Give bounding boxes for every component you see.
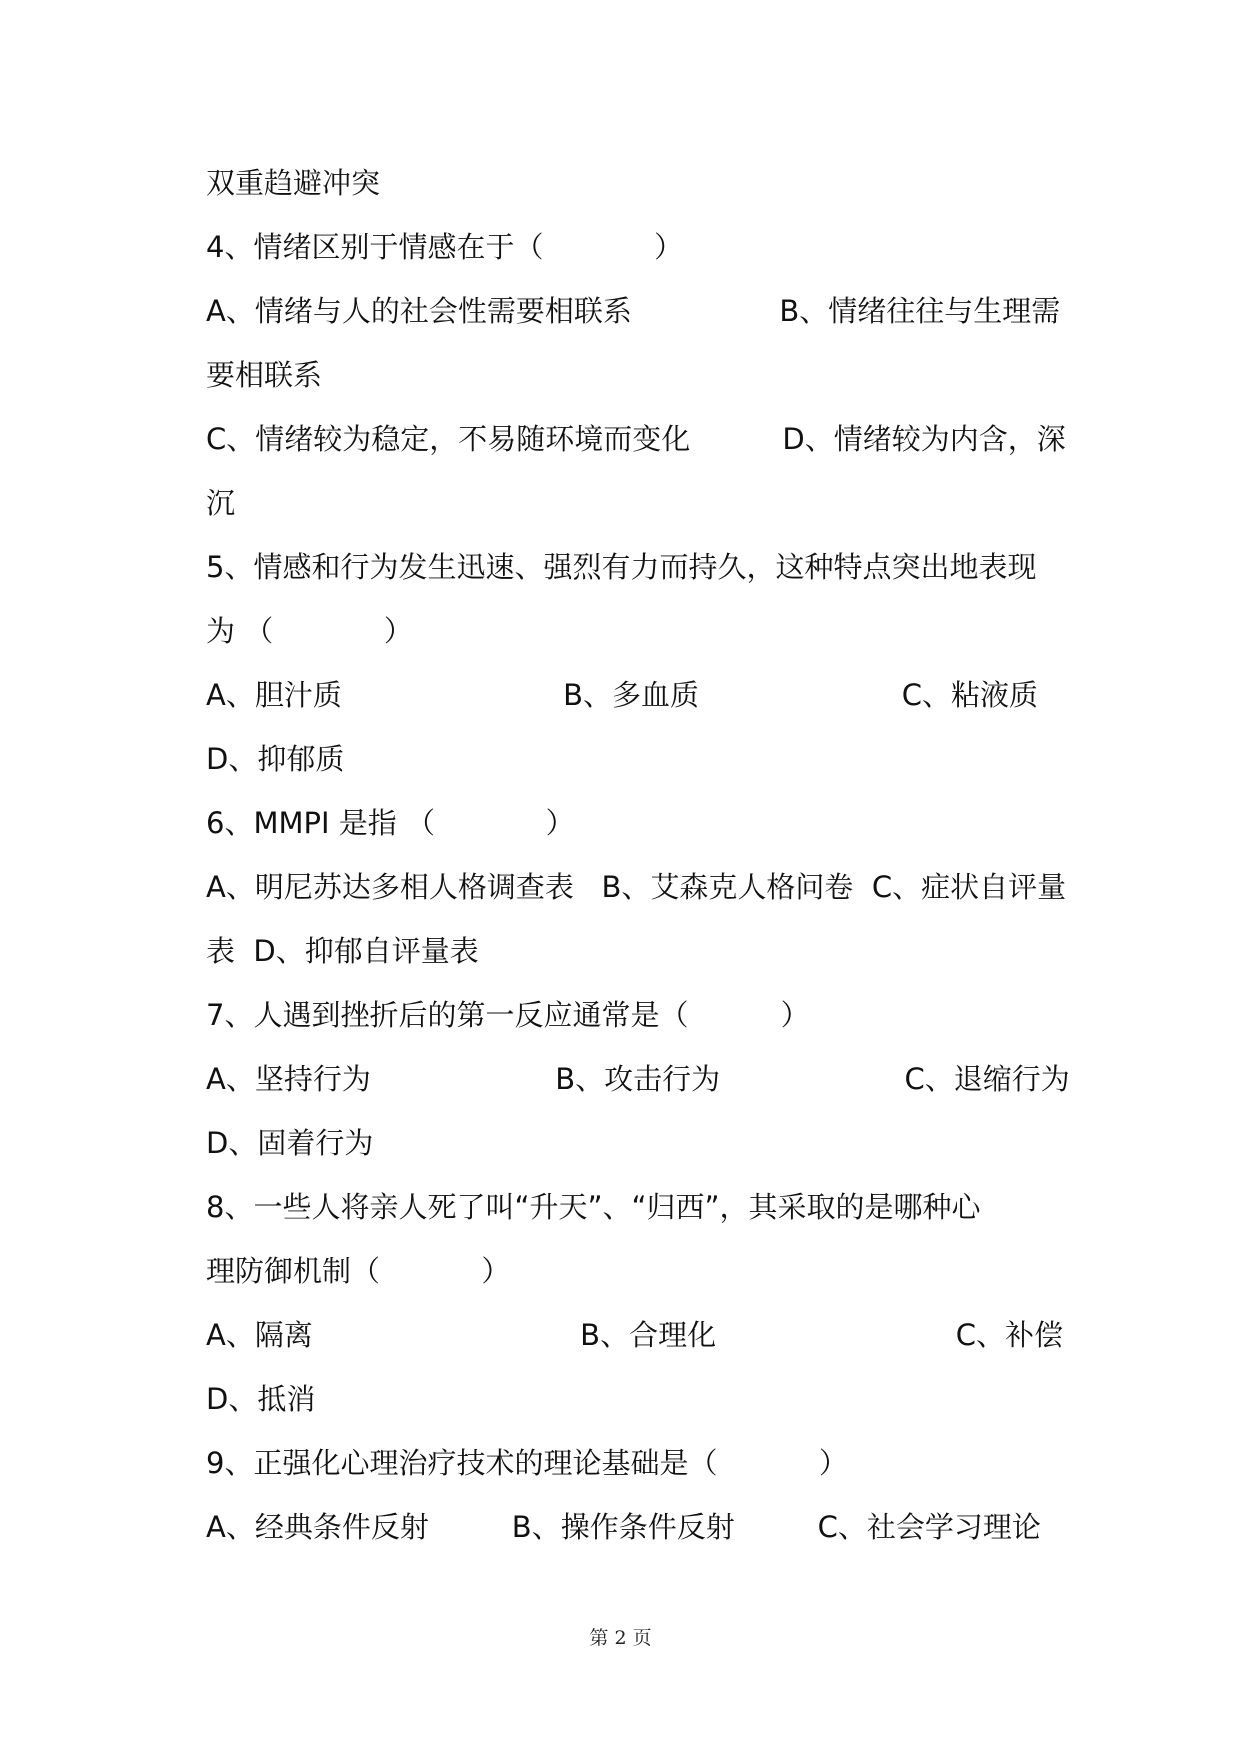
text-line: 为 （ ） bbox=[206, 614, 413, 648]
question-6-options: 表 D、抑郁自评量表 bbox=[206, 934, 479, 968]
question-7-options: A、坚持行为 B、攻击行为 C、退缩行为 bbox=[206, 1062, 1070, 1096]
text-line: 沉 bbox=[206, 486, 236, 520]
question-4-stem: 4、情绪区别于情感在于（ ） bbox=[206, 230, 684, 264]
question-8-options: A、隔离 B、合理化 C、补偿 bbox=[206, 1318, 1063, 1352]
text-line: 理防御机制（ ） bbox=[206, 1254, 511, 1288]
question-8-options: D、抵消 bbox=[206, 1382, 316, 1416]
question-7-stem: 7、人遇到挫折后的第一反应通常是（ ） bbox=[206, 998, 810, 1032]
question-4-options: C、情绪较为稳定，不易随环境而变化 D、情绪较为内含，深 bbox=[206, 422, 1066, 456]
question-5-options: D、抑郁质 bbox=[206, 742, 345, 776]
question-9-stem: 9、正强化心理治疗技术的理论基础是（ ） bbox=[206, 1446, 848, 1480]
question-8-stem: 8、一些人将亲人死了叫“升天”、“归西”，其采取的是哪种心 bbox=[206, 1190, 981, 1224]
question-5-options: A、胆汁质 B、多血质 C、粘液质 bbox=[206, 678, 1039, 712]
question-6-options: A、明尼苏达多相人格调查表 B、艾森克人格问卷 C、症状自评量 bbox=[206, 870, 1067, 904]
text-line: 双重趋避冲突 bbox=[206, 166, 381, 200]
question-6-stem: 6、MMPI 是指 （ ） bbox=[206, 806, 575, 840]
page-number: 第 2 页 bbox=[589, 1627, 652, 1649]
question-4-options: A、情绪与人的社会性需要相联系 B、情绪往往与生理需 bbox=[206, 294, 1061, 328]
question-9-options: A、经典条件反射 B、操作条件反射 C、社会学习理论 bbox=[206, 1510, 1041, 1544]
text-line: 要相联系 bbox=[206, 358, 323, 392]
question-7-options: D、固着行为 bbox=[206, 1126, 374, 1160]
question-5-stem: 5、情感和行为发生迅速、强烈有力而持久，这种特点突出地表现 bbox=[206, 550, 1037, 584]
